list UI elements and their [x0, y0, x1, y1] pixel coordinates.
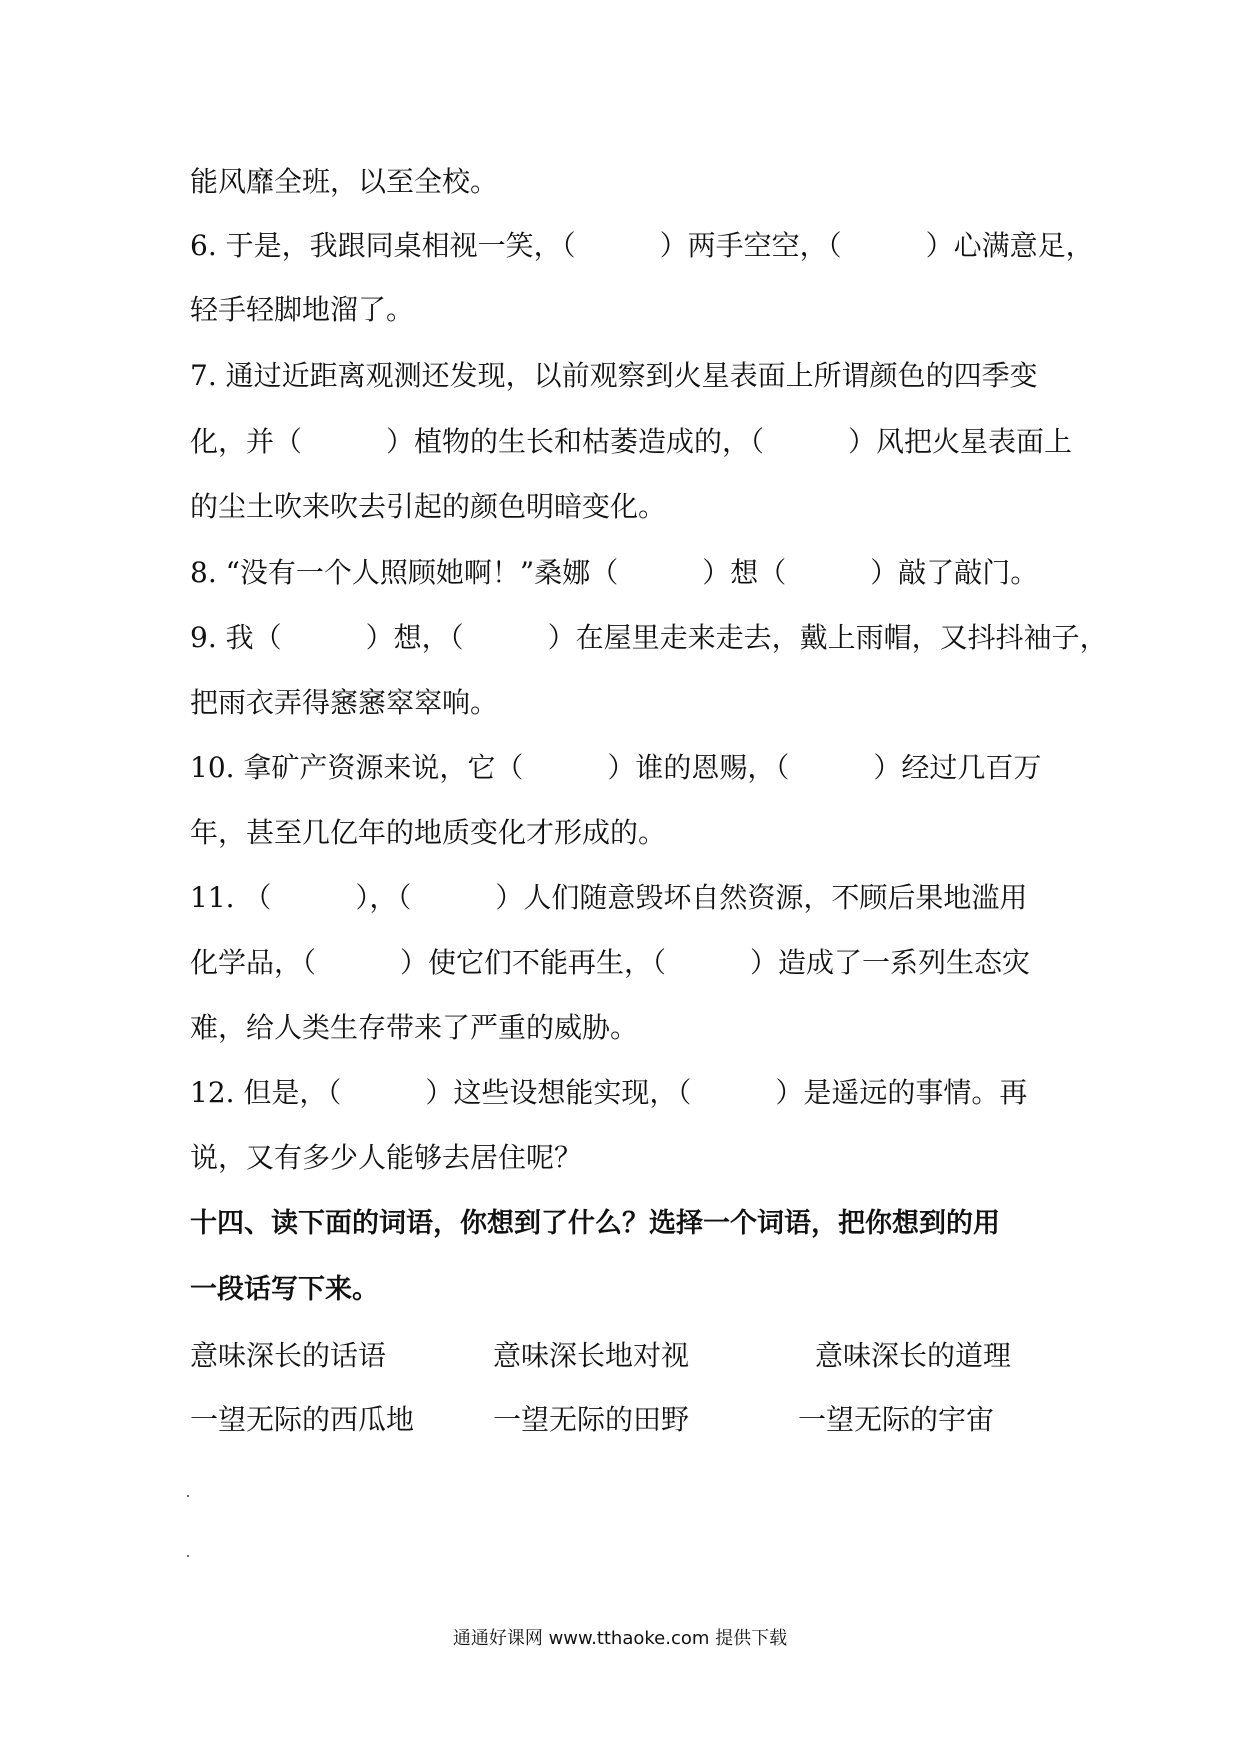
- scan-speck: [187, 1555, 189, 1557]
- question-12-line1: 12. 但是，（ ）这些设想能实现，（ ）是遥远的事情。再: [190, 1076, 1028, 1109]
- question-10-line1: 10. 拿矿产资源来说，它（ ）谁的恩赐，（ ）经过几百万: [190, 751, 1042, 784]
- question-11-line3: 难，给人类生存带来了严重的威胁。: [190, 1011, 639, 1044]
- scan-speck: [187, 1495, 189, 1497]
- question-9-line2: 把雨衣弄得窸窸窣窣响。: [190, 686, 499, 719]
- phrase: 一望无际的宇宙: [798, 1403, 995, 1436]
- phrase: 意味深长的道理: [815, 1339, 1012, 1372]
- question-8-line1: 8. “没有一个人照顾她啊！”桑娜（ ）想（ ）敲了敲门。: [190, 556, 1039, 589]
- question-7-line2: 化，并（ ）植物的生长和枯萎造成的，（ ）风把火星表面上: [190, 425, 1073, 458]
- section-14-heading-line2: 一段话写下来。: [190, 1274, 379, 1305]
- question-11-line1: 11. （ ），（ ）人们随意毁坏自然资源，不顾后果地滥用: [190, 881, 1028, 914]
- question-11-line2: 化学品，（ ）使它们不能再生，（ ）造成了一系列生态灾: [190, 946, 1031, 979]
- question-10-line2: 年，甚至几亿年的地质变化才形成的。: [190, 816, 667, 849]
- phrase: 意味深长地对视: [493, 1339, 690, 1372]
- phrase: 一望无际的田野: [493, 1403, 690, 1436]
- question-7-line1: 7. 通过近距离观测还发现，以前观察到火星表面上所谓颜色的四季变: [190, 359, 1038, 392]
- footer-watermark: 通通好课网 www.tthaoke.com 提供下载: [452, 1628, 788, 1649]
- question-12-line2: 说，又有多少人能够去居住呢？: [190, 1141, 583, 1174]
- question-7-line3: 的尘土吹来吹去引起的颜色明暗变化。: [190, 490, 667, 523]
- phrase: 意味深长的话语: [190, 1339, 387, 1372]
- question-9-line1: 9. 我（ ）想，（ ）在屋里走来走去，戴上雨帽，又抖抖袖子，: [190, 621, 1108, 654]
- question-6-line2: 轻手轻脚地溜了。: [190, 293, 415, 326]
- question-6-line1: 6. 于是，我跟同桌相视一笑，（ ）两手空空，（ ）心满意足，: [190, 229, 1094, 262]
- section-14-heading-line1: 十四、读下面的词语，你想到了什么？选择一个词语，把你想到的用: [190, 1208, 1000, 1239]
- text-line: 能风靡全班，以至全校。: [190, 165, 499, 198]
- phrase: 一望无际的西瓜地: [190, 1403, 415, 1436]
